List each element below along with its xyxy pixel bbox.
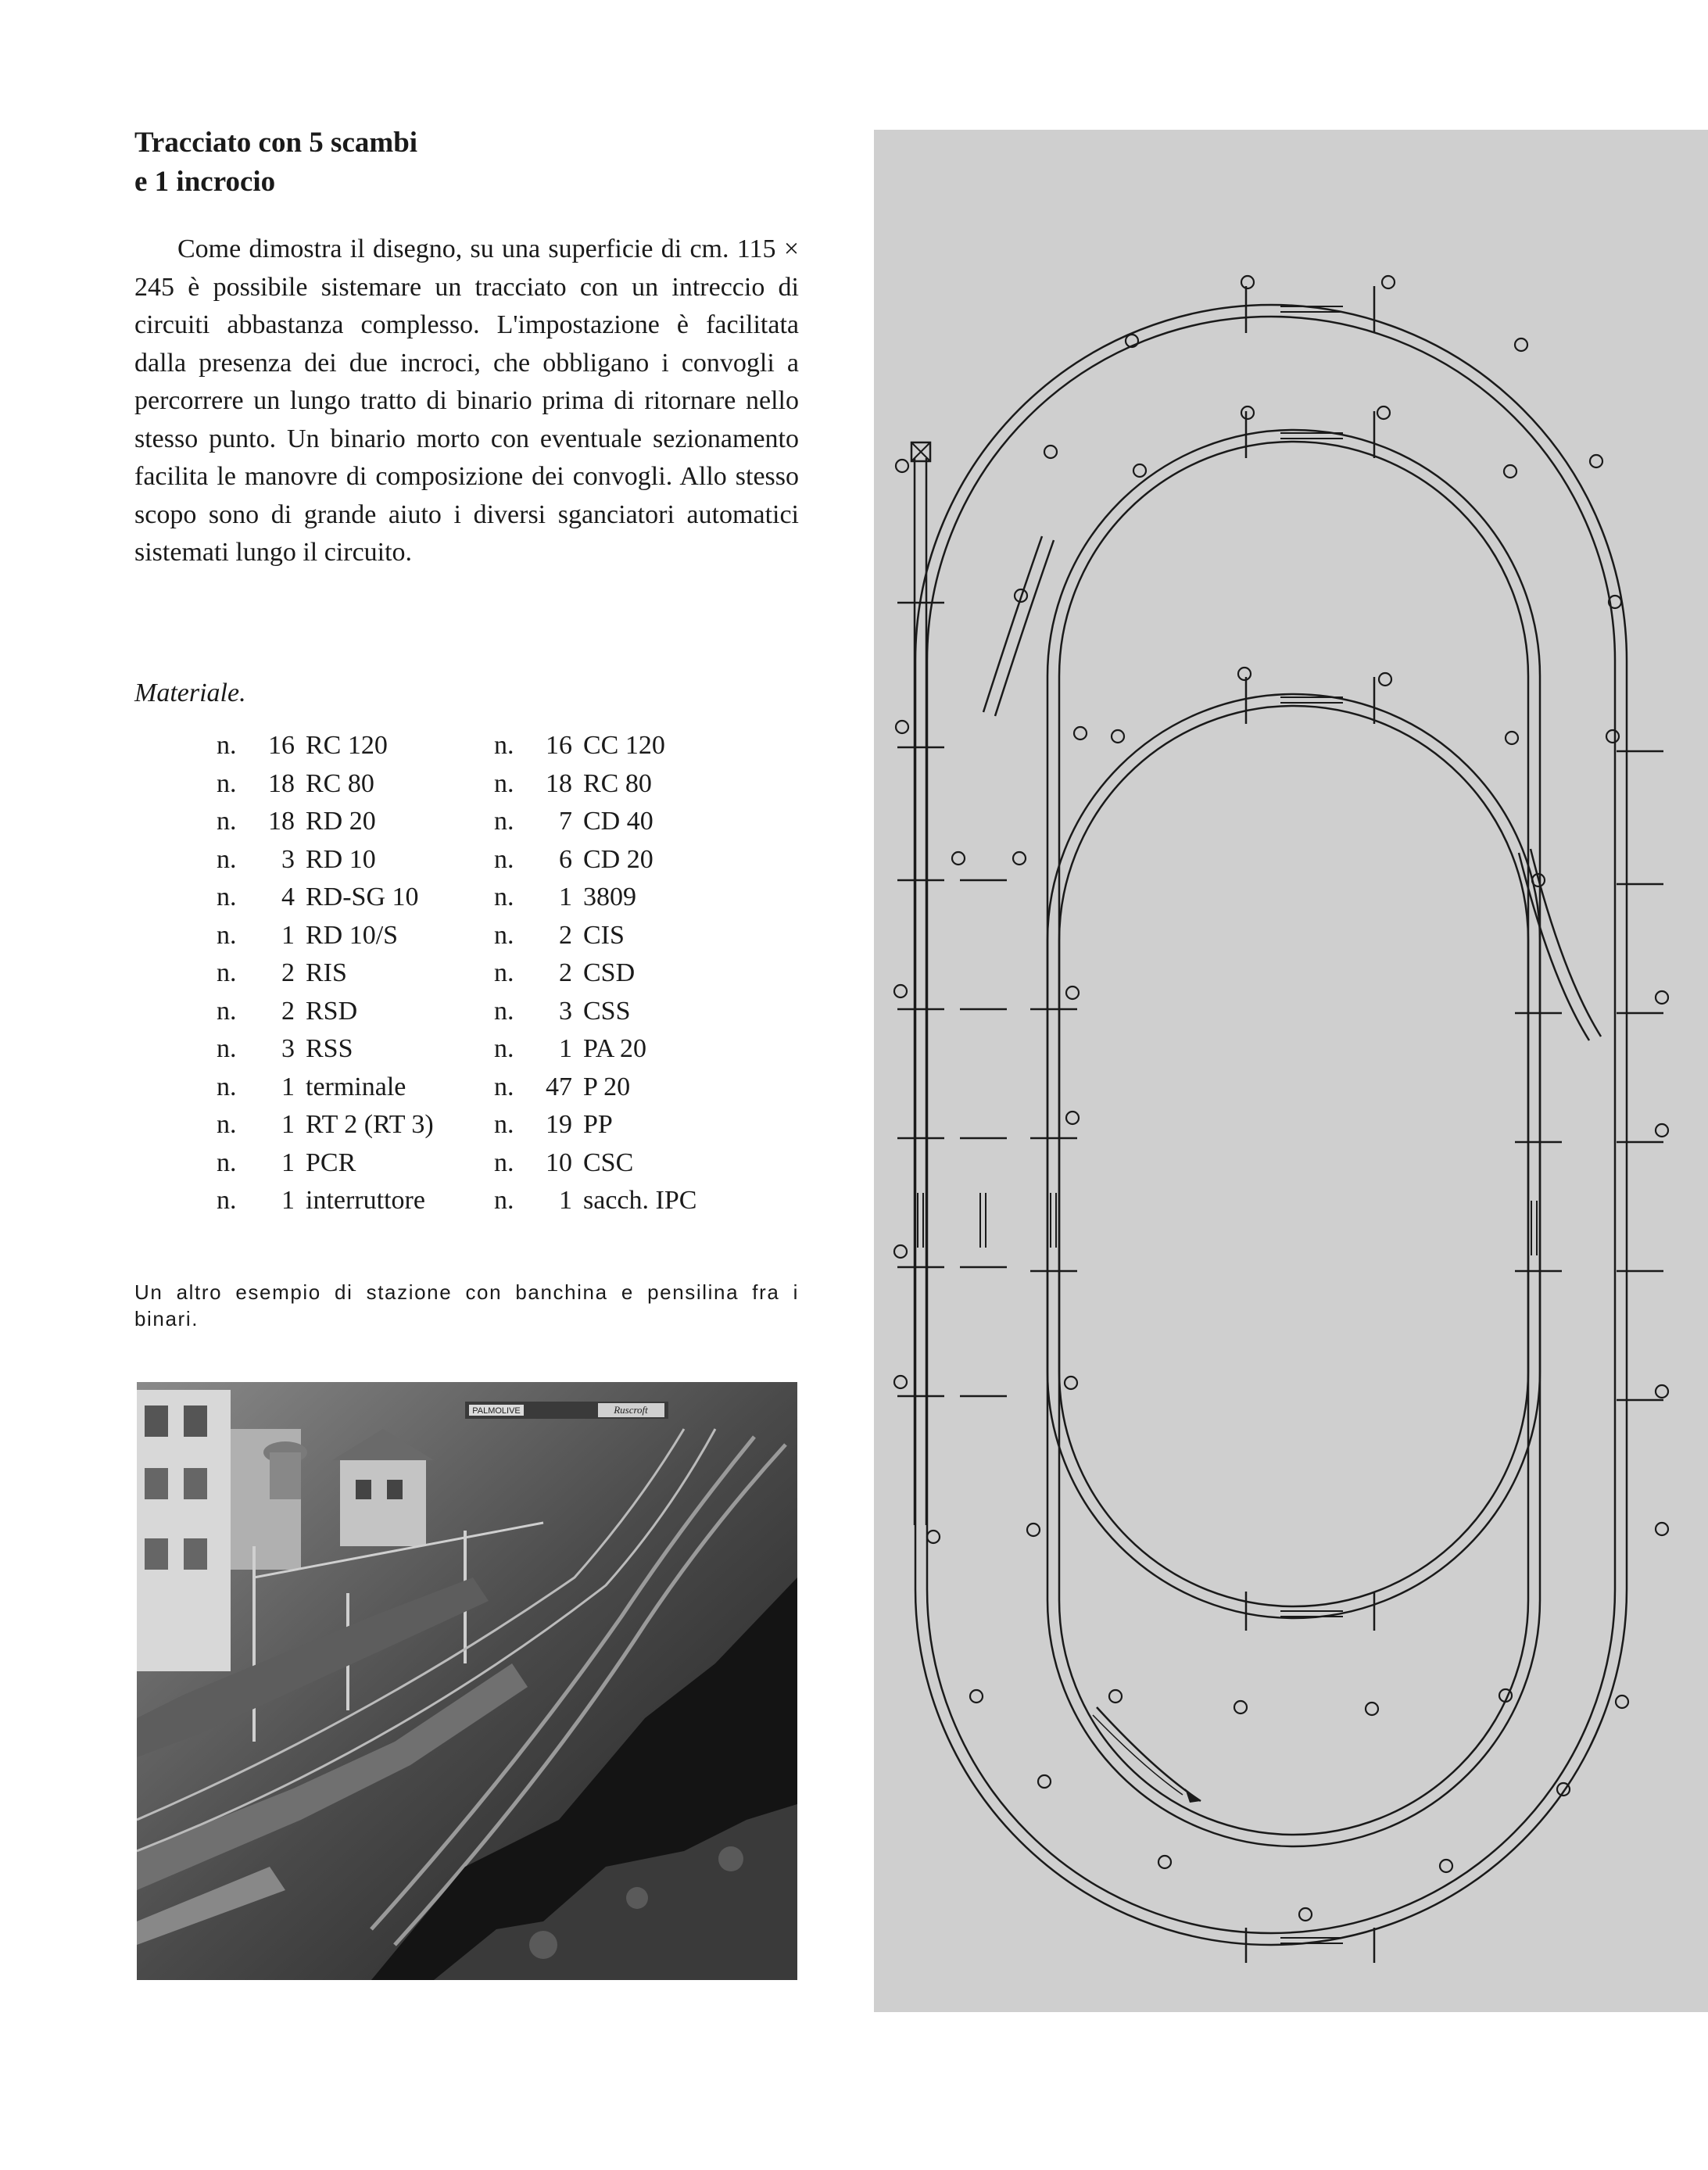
- material-n-label: n.: [217, 844, 237, 874]
- crossover-left-rail-b: [995, 540, 1054, 716]
- material-item: CC 120: [583, 731, 665, 760]
- material-item: CIS: [583, 920, 625, 950]
- material-n-label: n.: [494, 1148, 514, 1177]
- material-item: PA 20: [583, 1034, 646, 1063]
- crossover-left-rail-a: [983, 536, 1042, 712]
- material-item: CD 40: [583, 807, 653, 836]
- material-row: [217, 917, 434, 955]
- material-n-label: n.: [494, 883, 514, 911]
- material-item: RIS: [306, 958, 347, 987]
- connection-point-markers: [894, 276, 1668, 1921]
- material-row: [494, 803, 696, 841]
- material-row: [494, 727, 696, 765]
- material-n-label: n.: [217, 807, 237, 836]
- material-quantity: 1: [281, 1148, 295, 1177]
- crossover-right-rail-a: [1531, 849, 1601, 1037]
- track-section-ticks: [897, 286, 1663, 1963]
- material-quantity: 3: [281, 1034, 295, 1063]
- material-n-label: n.: [217, 1072, 237, 1101]
- material-row: [217, 1069, 434, 1107]
- material-quantity: 18: [268, 768, 295, 798]
- material-row: [217, 841, 434, 879]
- material-item: RD 10/S: [306, 920, 399, 950]
- material-quantity: 1: [559, 883, 572, 911]
- material-quantity: 2: [281, 996, 295, 1026]
- material-n-label: n.: [494, 1034, 514, 1063]
- middle-loop-outer-rail: [1047, 430, 1540, 1618]
- material-row: [494, 917, 696, 955]
- material-row: [217, 765, 434, 804]
- material-row: [494, 1106, 696, 1144]
- material-item: interruttore: [306, 1186, 425, 1215]
- material-quantity: 1: [281, 1110, 295, 1139]
- material-n-label: n.: [217, 768, 237, 798]
- outer-loop-inner-rail: [927, 317, 1615, 1933]
- material-n-label: n.: [217, 1110, 237, 1139]
- material-n-label: n.: [217, 996, 237, 1026]
- material-row: [217, 954, 434, 993]
- material-row: [217, 993, 434, 1031]
- material-quantity: 3: [281, 844, 295, 874]
- material-quantity: 3: [559, 996, 572, 1026]
- material-n-label: n.: [494, 768, 514, 798]
- inner-loop-outer-rail: [1047, 694, 1540, 1846]
- material-n-label: n.: [217, 1186, 237, 1215]
- material-item: RD 10: [306, 844, 376, 874]
- material-quantity: 2: [281, 958, 295, 987]
- material-row: [494, 1144, 696, 1183]
- material-row: [217, 879, 434, 917]
- material-item: RSS: [306, 1034, 353, 1063]
- material-n-label: n.: [494, 958, 514, 987]
- material-quantity: 18: [268, 807, 295, 836]
- material-item: 3809: [583, 883, 636, 911]
- material-quantity: 1: [281, 920, 295, 950]
- material-n-label: n.: [217, 1034, 237, 1063]
- material-quantity: 16: [268, 731, 295, 760]
- material-quantity: 47: [546, 1072, 572, 1101]
- material-quantity: 6: [559, 844, 572, 874]
- material-n-label: n.: [217, 920, 237, 950]
- body-paragraph: Come dimostra il disegno, su una superficie di cm. 115 × 245 è possibile sistemare un tracciato con un intreccio di circuiti abbastanza complesso. L'impostazione è facilitata dalla presenza dei due incroci, che obbligano i convogli a percorrere un lungo tratto di binario prima di ritornare nello stesso punto. Un binario morto con eventuale sezionamento facilita le manovre di composizione dei convogli. Allo stesso scopo sono di grande aiuto i diversi sganciatori automatici sistemati lungo il circuito.: [134, 235, 799, 567]
- material-item: RC 80: [306, 768, 374, 798]
- material-n-label: n.: [494, 1110, 514, 1139]
- title-line-1: Tracciato con 5 scambi: [134, 127, 418, 159]
- material-quantity: 7: [559, 807, 572, 836]
- material-quantity: 1: [281, 1186, 295, 1215]
- material-n-label: n.: [494, 1072, 514, 1101]
- uncoupler-markers: [918, 306, 1537, 1943]
- material-row: [494, 954, 696, 993]
- material-n-label: n.: [217, 883, 237, 911]
- inner-loop-inner-rail: [1059, 706, 1528, 1835]
- material-quantity: 2: [559, 958, 572, 987]
- material-item: CSD: [583, 958, 636, 987]
- material-item: PP: [583, 1110, 613, 1139]
- material-n-label: n.: [217, 731, 237, 760]
- material-row: [494, 1030, 696, 1069]
- material-n-label: n.: [494, 844, 514, 874]
- material-row: [494, 1182, 696, 1220]
- material-item: RD-SG 10: [306, 883, 419, 911]
- material-quantity: 2: [559, 920, 572, 950]
- material-n-label: n.: [494, 920, 514, 950]
- material-row: [494, 765, 696, 804]
- track-layout-diagram: [874, 130, 1708, 2012]
- material-item: CSC: [583, 1148, 634, 1177]
- material-item: RC 80: [583, 768, 652, 798]
- material-item: RT 2 (RT 3): [306, 1110, 434, 1139]
- material-n-label: n.: [494, 807, 514, 836]
- material-quantity: 1: [559, 1186, 572, 1215]
- photo-caption: Un altro esempio di stazione con banchina e pensilina fra i binari.: [134, 1280, 799, 1330]
- material-row: [217, 1144, 434, 1183]
- material-row: [494, 879, 696, 917]
- track-layout-svg: [874, 130, 1708, 2012]
- material-item: RC 120: [306, 731, 388, 760]
- material-row: [494, 1069, 696, 1107]
- material-quantity: 1: [559, 1034, 572, 1063]
- title-line-2: e 1 incrocio: [134, 166, 276, 198]
- page-title: [134, 124, 682, 202]
- material-item: RSD: [306, 996, 358, 1026]
- material-item: CSS: [583, 996, 631, 1026]
- material-row: [217, 1030, 434, 1069]
- material-item: sacch. IPC: [583, 1186, 697, 1215]
- material-item: PCR: [306, 1148, 356, 1177]
- material-item: RD 20: [306, 807, 376, 836]
- material-n-label: n.: [494, 996, 514, 1026]
- material-item: terminale: [306, 1072, 406, 1101]
- station-photo: [137, 1382, 797, 1980]
- material-n-label: n.: [494, 731, 514, 760]
- materials-list-left: [217, 727, 434, 1220]
- material-row: [217, 803, 434, 841]
- material-quantity: 1: [281, 1072, 295, 1101]
- sign-ruscroft-text: Ruscroft: [614, 1404, 648, 1416]
- material-row: [494, 993, 696, 1031]
- material-n-label: n.: [217, 1148, 237, 1177]
- material-row: [217, 727, 434, 765]
- materials-list-right: [494, 727, 696, 1220]
- material-item: CD 20: [583, 844, 653, 874]
- sign-palmolive-text: PALMOLIVE: [472, 1406, 521, 1416]
- material-n-label: n.: [494, 1186, 514, 1215]
- direction-arrow-icon: [1097, 1707, 1201, 1801]
- material-row: [217, 1106, 434, 1144]
- material-row: [494, 841, 696, 879]
- station-photo-illustration: [137, 1382, 797, 1980]
- materiale-heading: Materiale.: [134, 679, 246, 707]
- material-item: P 20: [583, 1072, 631, 1101]
- material-n-label: n.: [217, 958, 237, 987]
- material-quantity: 10: [546, 1148, 572, 1177]
- material-quantity: 16: [546, 731, 572, 760]
- middle-loop-inner-rail: [1059, 442, 1528, 1606]
- material-row: [217, 1182, 434, 1220]
- material-quantity: 18: [546, 768, 572, 798]
- material-quantity: 19: [546, 1110, 572, 1139]
- material-quantity: 4: [281, 883, 295, 911]
